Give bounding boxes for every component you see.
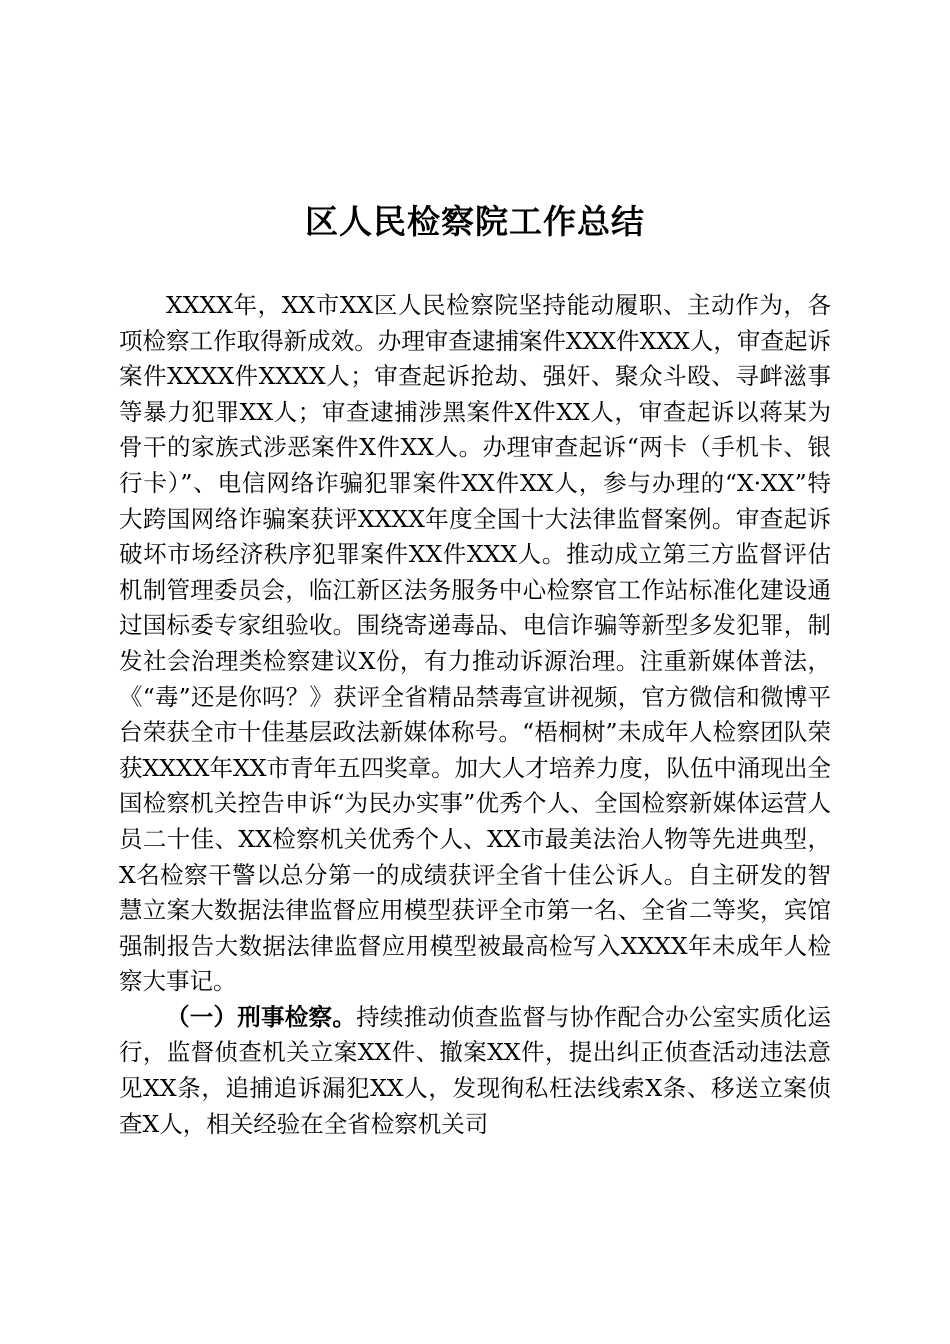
paragraph-criminal-prosecution	[119, 1000, 831, 1142]
document-title: 区人民检察院工作总结	[305, 202, 645, 241]
section-heading: （一）刑事检察。	[166, 1002, 357, 1031]
document-body	[119, 288, 831, 1142]
section-text: 持续推动侦查监督与协作配合办公室实质化运行，监督侦查机关立案XX件、撤案XX件，提出纠正侦查活动违法意见XX条，追捕追诉漏犯XX人，发现徇私枉法线索X条、移送立案侦查X人，相关经验在全省检察机关司	[119, 1002, 832, 1138]
paragraph-summary: XXXX年，XX市XX区人民检察院坚持能动履职、主动作为，各项检察工作取得新成效。办理审查逮捕案件XXX件XXX人，审查起诉案件XXXX件XXXX人；审查起诉抢劫、强奸、聚众斗殴、寻衅滋事等暴力犯罪XX人；审查逮捕涉黑案件X件XX人，审查起诉以蒋某为骨干的家族式涉恶案件X件XX人。办理审查起诉“两卡（手机卡、银行卡）”、电信网络诈骗犯罪案件XX件XX人，参与办理的“X·XX”特大跨国网络诈骗案获评XXXX年度全国十大法律监督案例。审查起诉破坏市场经济秩序犯罪案件XX件XXX人。推动成立第三方监督评估机制管理委员会，临江新区法务服务中心检察官工作站标准化建设通过国标委专家组验收。围绕寄递毒品、电信诈骗等新型多发犯罪，制发社会治理类检察建议X份，有力推动诉源治理。注重新媒体普法，《“毒”还是你吗？》获评全省精品禁毒宣讲视频，官方微信和微博平台荣获全市十佳基层政法新媒体称号。“梧桐树”未成年人检察团队荣获XXXX年XX市青年五四奖章。加大人才培养力度，队伍中涌现出全国检察机关控告申诉“为民办实事”优秀个人、全国检察新媒体运营人员二十佳、XX检察机关优秀个人、XX市最美法治人物等先进典型，X名检察干警以总分第一的成绩获评全省十佳公诉人。自主研发的智慧立案大数据法律监督应用模型获评全市第一名、全省二等奖，宾馆强制报告大数据法律监督应用模型被最高检写入XXXX年未成年人检察大事记。	[119, 291, 831, 996]
